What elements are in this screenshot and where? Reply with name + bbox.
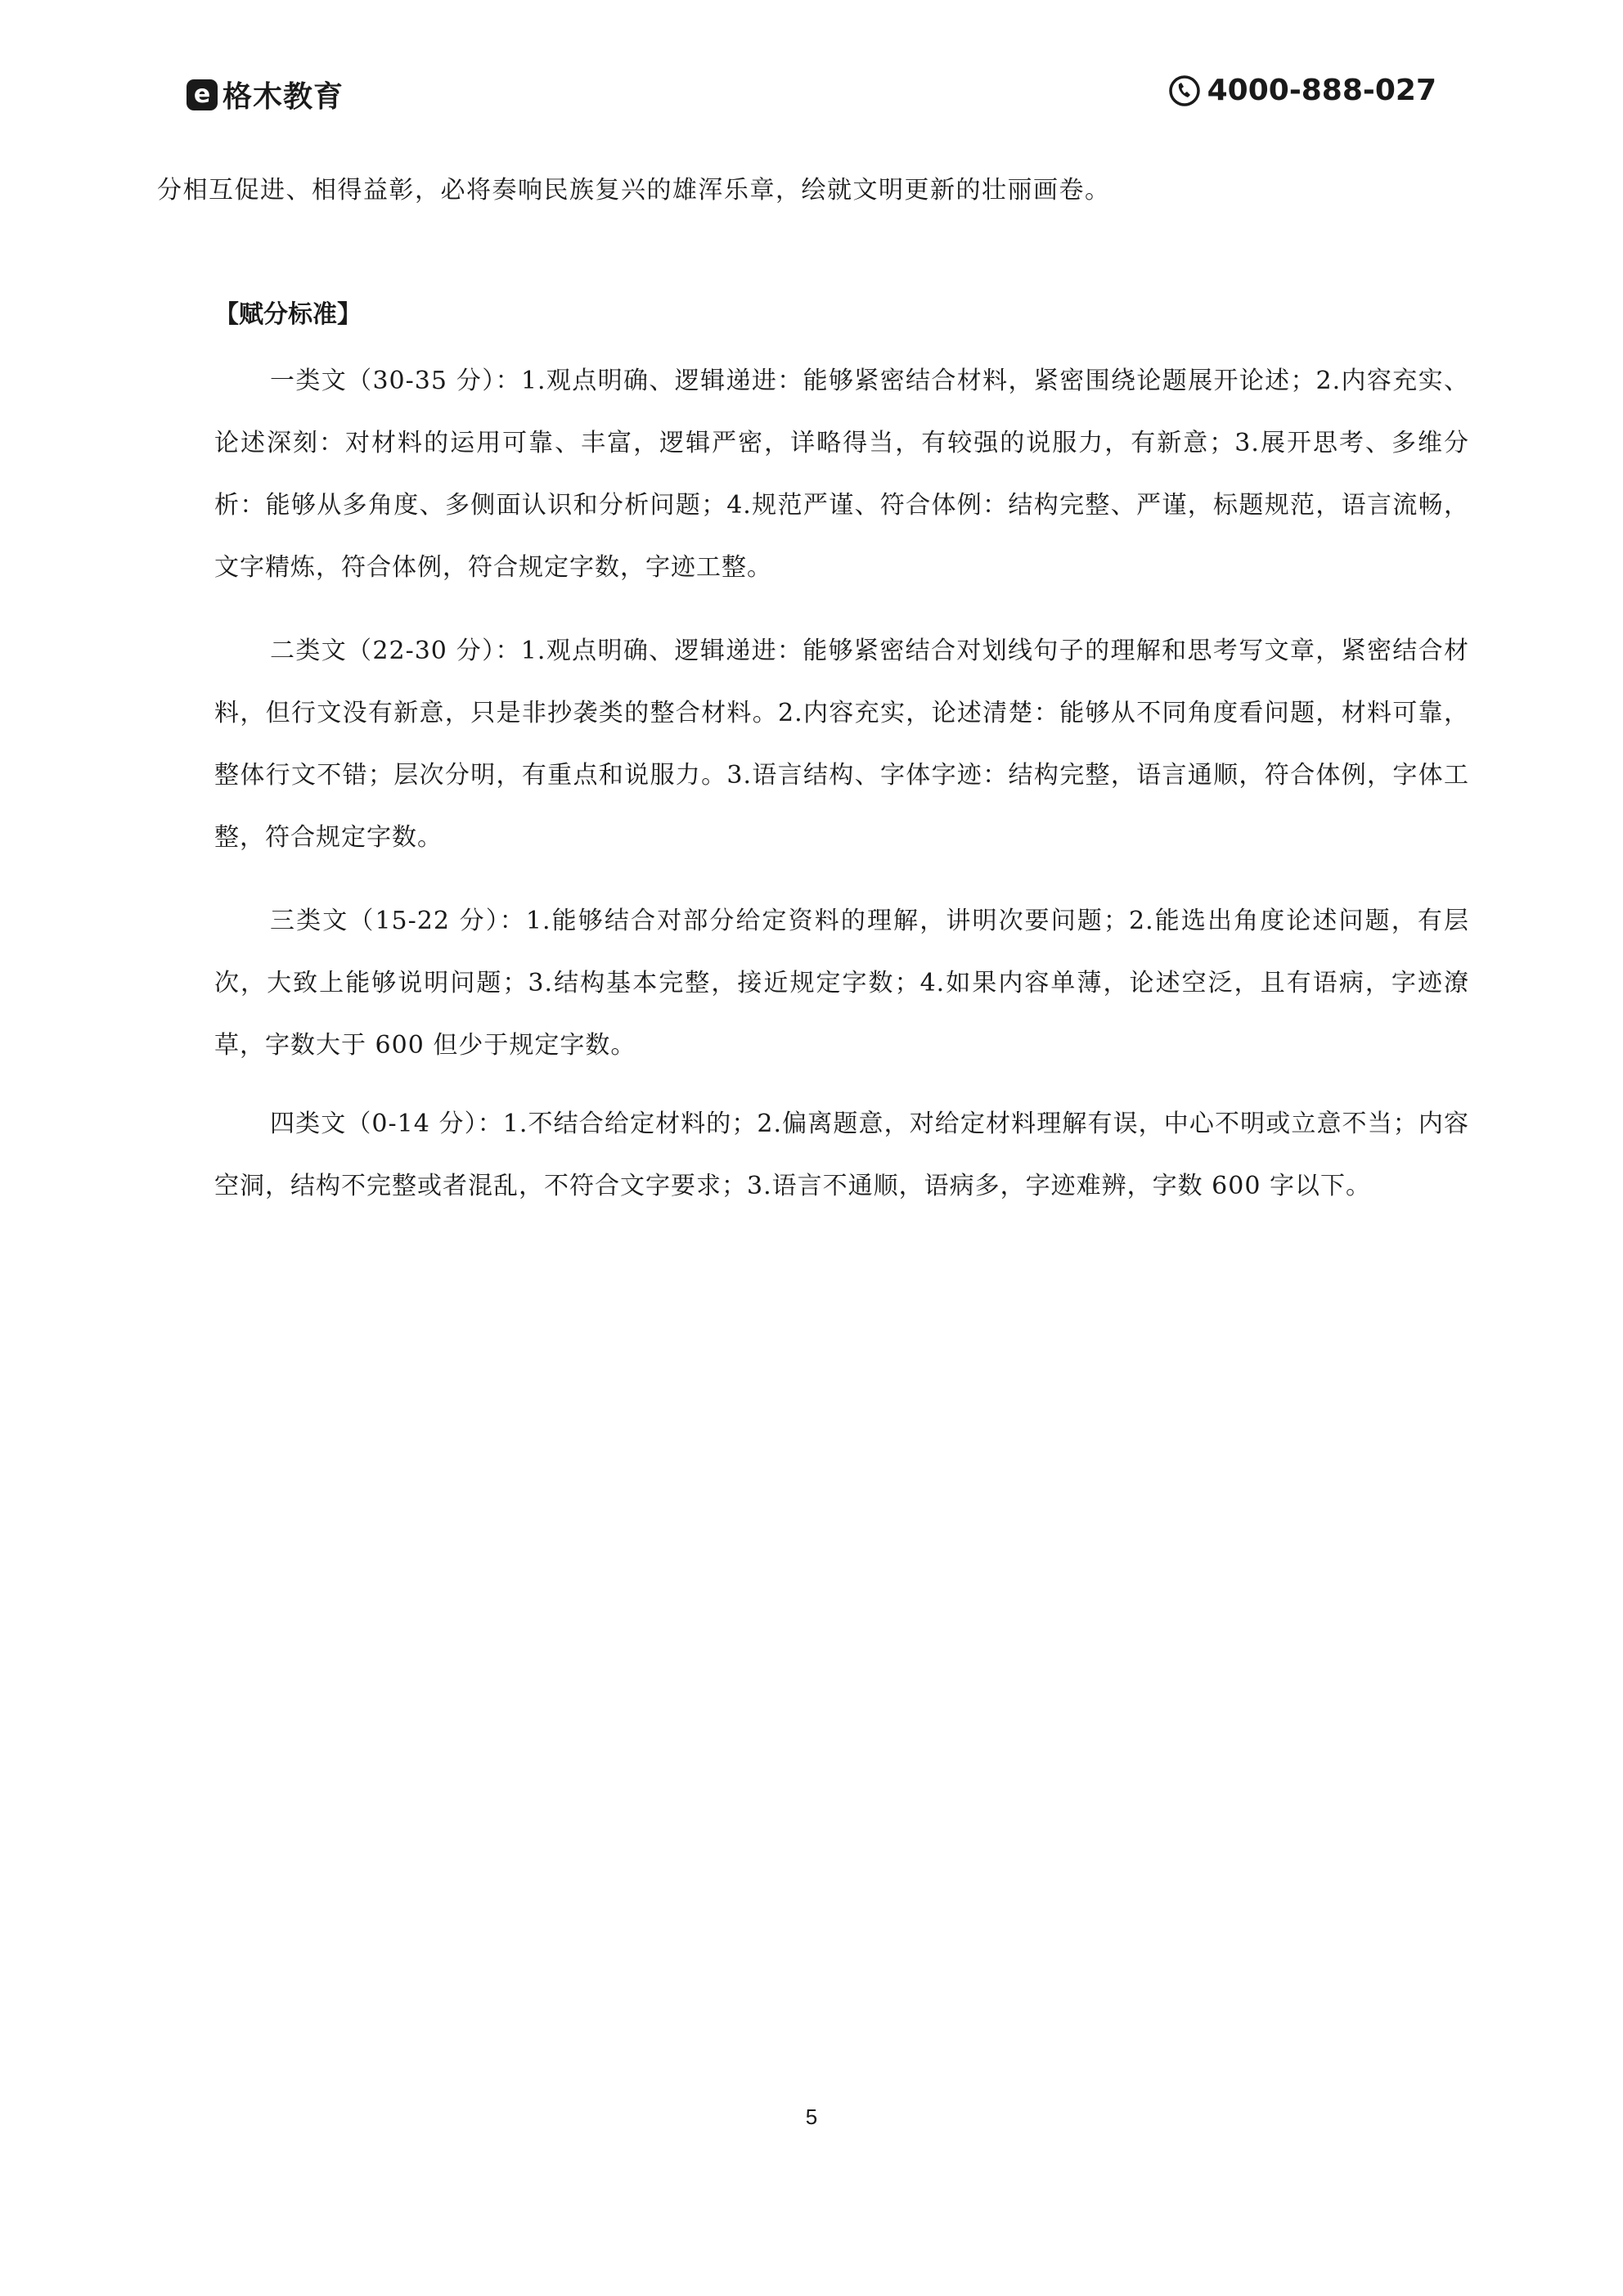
brand-name: 格木教育 bbox=[223, 80, 344, 114]
grading-tier-2: 二类文（22-30 分）：1.观点明确、逻辑递进：能够紧密结合对划线句子的理解和思考写文章，紧密结合材料，但行文没有新意，只是非抄袭类的整合材料。2.内容充实，论述清楚：能够从不同角度看问题，材料可靠，整体行文不错；层次分明，有重点和说服力。3.语言结构、字体字迹：结构完整，语言通顺，符合体例，字体工整，符合规定字数。 bbox=[214, 637, 1469, 852]
section-title: 【赋分标准】 bbox=[214, 300, 362, 329]
contact-phone bbox=[1168, 74, 1436, 107]
page-number: 5 bbox=[805, 2105, 818, 2129]
page-header bbox=[187, 70, 1436, 119]
grading-tier-1: 一类文（30-35 分）：1.观点明确、逻辑递进：能够紧密结合材料，紧密围绕论题展开论述；2.内容充实、论述深刻：对材料的运用可靠、丰富，逻辑严密，详略得当，有较强的说服力，有新意；3.展开思考、多维分析：能够从多角度、多侧面认识和分析问题；4.规范严谨、符合体例：结构完整、严谨，标题规范，语言流畅，文字精炼，符合体例，符合规定字数，字迹工整。 bbox=[214, 367, 1469, 582]
e-logo-icon: e bbox=[187, 79, 218, 110]
phone-number: 4000-888-027 bbox=[1207, 74, 1436, 107]
phone-icon bbox=[1168, 74, 1201, 107]
brand-logo bbox=[187, 74, 344, 115]
grading-tier-4: 四类文（0-14 分）：1.不结合给定材料的；2.偏离题意，对给定材料理解有误，中心不明或立意不当；内容空洞，结构不完整或者混乱，不符合文字要求；3.语言不通顺，语病多，字迹难辨，字数 600 字以下。 bbox=[214, 1110, 1469, 1200]
continued-paragraph: 分相互促进、相得益彰，必将奏响民族复兴的雄浑乐章，绘就文明更新的壮丽画卷。 bbox=[157, 176, 1111, 205]
grading-tier-3: 三类文（15-22 分）：1.能够结合对部分给定资料的理解，讲明次要问题；2.能选出角度论述问题，有层次，大致上能够说明问题；3.结构基本完整，接近规定字数；4.如果内容单薄，论述空泛，且有语病，字迹潦草，字数大于 600 但少于规定字数。 bbox=[214, 907, 1469, 1060]
